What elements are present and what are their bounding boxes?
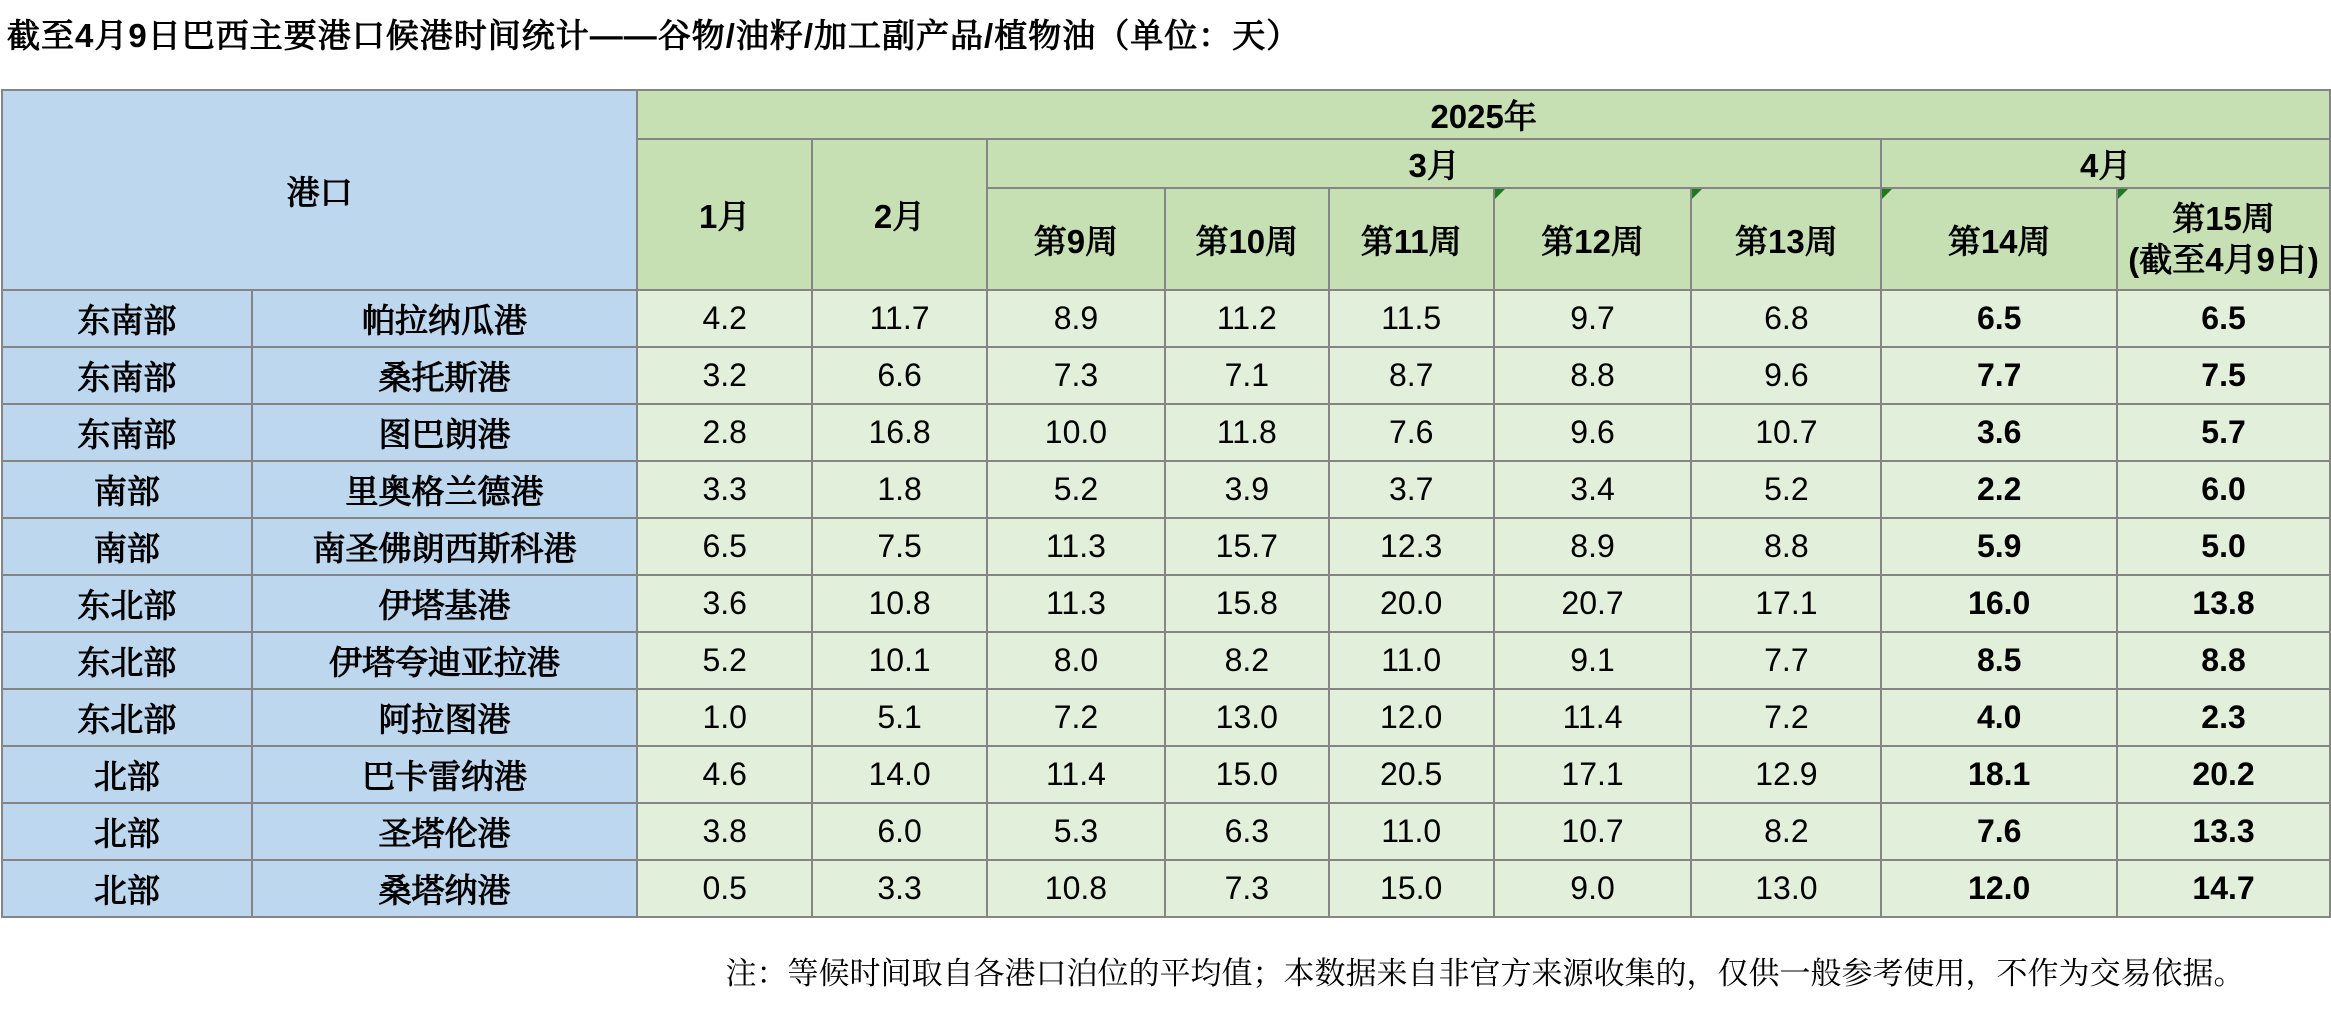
value-cell: 7.3 (987, 347, 1165, 404)
week-header-cell (2117, 188, 2330, 290)
value-cell: 8.5 (1881, 632, 2117, 689)
value-cell: 5.3 (987, 803, 1165, 860)
table-row (2, 746, 2330, 803)
table-row (2, 803, 2330, 860)
value-cell: 1.0 (637, 689, 812, 746)
value-cell: 6.6 (812, 347, 987, 404)
value-cell: 10.0 (987, 404, 1165, 461)
value-cell: 13.8 (2117, 575, 2330, 632)
value-cell: 15.0 (1329, 860, 1494, 917)
header-row-year (2, 90, 2330, 139)
value-cell: 8.8 (1494, 347, 1692, 404)
value-cell: 11.2 (1165, 290, 1329, 347)
region-cell: 北部 (2, 860, 252, 917)
value-cell: 6.0 (2117, 461, 2330, 518)
region-cell: 南部 (2, 518, 252, 575)
table-row (2, 518, 2330, 575)
cell-comment-flag-icon (1692, 189, 1702, 199)
value-cell: 14.7 (2117, 860, 2330, 917)
value-cell: 3.3 (812, 860, 987, 917)
cell-comment-flag-icon (1495, 189, 1505, 199)
value-cell: 11.4 (1494, 689, 1692, 746)
value-cell: 10.8 (812, 575, 987, 632)
value-cell: 18.1 (1881, 746, 2117, 803)
region-cell: 北部 (2, 746, 252, 803)
value-cell: 7.3 (1165, 860, 1329, 917)
value-cell: 12.0 (1881, 860, 2117, 917)
value-cell: 11.3 (987, 518, 1165, 575)
week-header-sublabel: (截至4月9日) (2128, 241, 2319, 278)
week-header-label: 第15周 (2172, 199, 2275, 237)
port-name-cell: 伊塔夸迪亚拉港 (252, 632, 638, 689)
value-cell: 2.3 (2117, 689, 2330, 746)
value-cell: 2.8 (637, 404, 812, 461)
value-cell: 5.0 (2117, 518, 2330, 575)
value-cell: 6.3 (1165, 803, 1329, 860)
port-name-cell: 南圣佛朗西斯科港 (252, 518, 638, 575)
week-header-cell: 第13周 (1691, 188, 1881, 290)
month-header-feb: 2月 (812, 139, 987, 290)
week-header-cell: 第10周 (1165, 188, 1329, 290)
value-cell: 11.0 (1329, 632, 1494, 689)
value-cell: 8.8 (2117, 632, 2330, 689)
value-cell: 6.5 (1881, 290, 2117, 347)
value-cell: 7.5 (2117, 347, 2330, 404)
week-header-cell: 第14周 (1881, 188, 2117, 290)
value-cell: 7.5 (812, 518, 987, 575)
table-row (2, 860, 2330, 917)
value-cell: 3.2 (637, 347, 812, 404)
value-cell: 3.7 (1329, 461, 1494, 518)
port-name-cell: 巴卡雷纳港 (252, 746, 638, 803)
region-cell: 东南部 (2, 404, 252, 461)
port-name-cell: 里奥格兰德港 (252, 461, 638, 518)
region-cell: 南部 (2, 461, 252, 518)
port-name-cell: 圣塔伦港 (252, 803, 638, 860)
value-cell: 11.4 (987, 746, 1165, 803)
value-cell: 3.6 (637, 575, 812, 632)
value-cell: 16.8 (812, 404, 987, 461)
week-header-cell: 第11周 (1329, 188, 1494, 290)
value-cell: 17.1 (1691, 575, 1881, 632)
value-cell: 4.2 (637, 290, 812, 347)
year-header-cell: 2025年 (637, 90, 2330, 139)
value-cell: 5.2 (637, 632, 812, 689)
value-cell: 2.2 (1881, 461, 2117, 518)
table-row (2, 632, 2330, 689)
port-name-cell: 桑塔纳港 (252, 860, 638, 917)
region-cell: 东南部 (2, 290, 252, 347)
region-cell: 东北部 (2, 632, 252, 689)
value-cell: 16.0 (1881, 575, 2117, 632)
value-cell: 9.1 (1494, 632, 1692, 689)
value-cell: 8.0 (987, 632, 1165, 689)
value-cell: 6.0 (812, 803, 987, 860)
value-cell: 10.7 (1494, 803, 1692, 860)
region-cell: 东北部 (2, 575, 252, 632)
table-row (2, 404, 2330, 461)
value-cell: 3.3 (637, 461, 812, 518)
table-row (2, 689, 2330, 746)
month-header-apr: 4月 (1881, 139, 2330, 188)
value-cell: 8.9 (987, 290, 1165, 347)
value-cell: 4.6 (637, 746, 812, 803)
value-cell: 12.3 (1329, 518, 1494, 575)
table-row (2, 290, 2330, 347)
value-cell: 1.8 (812, 461, 987, 518)
value-cell: 6.5 (2117, 290, 2330, 347)
value-cell: 5.2 (987, 461, 1165, 518)
value-cell: 12.9 (1691, 746, 1881, 803)
value-cell: 7.2 (987, 689, 1165, 746)
port-name-cell: 伊塔基港 (252, 575, 638, 632)
value-cell: 6.8 (1691, 290, 1881, 347)
value-cell: 10.1 (812, 632, 987, 689)
value-cell: 20.2 (2117, 746, 2330, 803)
cell-comment-flag-icon (1882, 189, 1892, 199)
value-cell: 5.7 (2117, 404, 2330, 461)
value-cell: 3.6 (1881, 404, 2117, 461)
value-cell: 9.0 (1494, 860, 1692, 917)
cell-comment-flag-icon (2118, 189, 2128, 199)
value-cell: 17.1 (1494, 746, 1692, 803)
value-cell: 15.8 (1165, 575, 1329, 632)
port-name-cell: 桑托斯港 (252, 347, 638, 404)
value-cell: 8.9 (1494, 518, 1692, 575)
page-title: 截至4月9日巴西主要港口候港时间统计——谷物/油籽/加工副产品/植物油（单位：天） (7, 17, 1301, 54)
value-cell: 7.2 (1691, 689, 1881, 746)
value-cell: 8.7 (1329, 347, 1494, 404)
value-cell: 9.6 (1691, 347, 1881, 404)
value-cell: 11.3 (987, 575, 1165, 632)
value-cell: 4.0 (1881, 689, 2117, 746)
value-cell: 9.7 (1494, 290, 1692, 347)
footnote: 注：等候时间取自各港口泊位的平均值；本数据来自非官方来源收集的，仅供一般参考使用，不作为交易依据。 (725, 956, 2245, 991)
value-cell: 13.3 (2117, 803, 2330, 860)
value-cell: 10.7 (1691, 404, 1881, 461)
value-cell: 11.5 (1329, 290, 1494, 347)
ports-waiting-table (1, 89, 2331, 918)
value-cell: 20.0 (1329, 575, 1494, 632)
value-cell: 13.0 (1691, 860, 1881, 917)
value-cell: 3.9 (1165, 461, 1329, 518)
week-header-cell: 第12周 (1494, 188, 1692, 290)
value-cell: 3.4 (1494, 461, 1692, 518)
month-header-mar: 3月 (987, 139, 1881, 188)
week-header-cell: 第9周 (987, 188, 1165, 290)
value-cell: 8.2 (1691, 803, 1881, 860)
value-cell: 5.1 (812, 689, 987, 746)
port-name-cell: 阿拉图港 (252, 689, 638, 746)
table-row (2, 461, 2330, 518)
value-cell: 14.0 (812, 746, 987, 803)
value-cell: 5.9 (1881, 518, 2117, 575)
region-cell: 北部 (2, 803, 252, 860)
value-cell: 7.7 (1881, 347, 2117, 404)
value-cell: 5.2 (1691, 461, 1881, 518)
value-cell: 20.7 (1494, 575, 1692, 632)
value-cell: 7.1 (1165, 347, 1329, 404)
value-cell: 11.0 (1329, 803, 1494, 860)
value-cell: 6.5 (637, 518, 812, 575)
value-cell: 3.8 (637, 803, 812, 860)
corner-header-cell: 港口 (2, 90, 637, 290)
value-cell: 0.5 (637, 860, 812, 917)
value-cell: 13.0 (1165, 689, 1329, 746)
value-cell: 11.7 (812, 290, 987, 347)
value-cell: 8.2 (1165, 632, 1329, 689)
value-cell: 7.6 (1329, 404, 1494, 461)
table-row (2, 575, 2330, 632)
port-name-cell: 图巴朗港 (252, 404, 638, 461)
month-header-jan: 1月 (637, 139, 812, 290)
value-cell: 8.8 (1691, 518, 1881, 575)
value-cell: 12.0 (1329, 689, 1494, 746)
value-cell: 11.8 (1165, 404, 1329, 461)
region-cell: 东北部 (2, 689, 252, 746)
value-cell: 10.8 (987, 860, 1165, 917)
value-cell: 7.7 (1691, 632, 1881, 689)
region-cell: 东南部 (2, 347, 252, 404)
port-name-cell: 帕拉纳瓜港 (252, 290, 638, 347)
table-row (2, 347, 2330, 404)
value-cell: 7.6 (1881, 803, 2117, 860)
value-cell: 15.7 (1165, 518, 1329, 575)
value-cell: 20.5 (1329, 746, 1494, 803)
value-cell: 9.6 (1494, 404, 1692, 461)
value-cell: 15.0 (1165, 746, 1329, 803)
